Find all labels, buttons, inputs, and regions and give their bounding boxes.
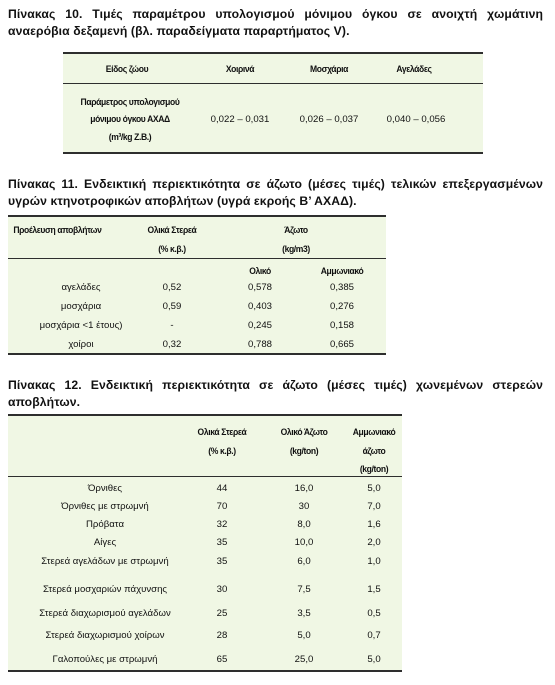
table12-row-7-ammonia: 0,5 — [367, 608, 381, 619]
table12-bottom-rule — [8, 670, 402, 672]
table12-row-6-total: 7,5 — [297, 584, 311, 595]
table10-row-label-line3: (m³/kg Z.B.) — [108, 132, 152, 142]
table12-row-4-ammonia: 2,0 — [367, 537, 381, 548]
table12-row-5-name: Στερεά αγελάδων με στρωμνή — [41, 556, 169, 567]
table11-header-nitrogen-line1: Άζωτο — [284, 225, 308, 235]
table12-row-7-name: Στερεά διαχωρισμού αγελάδων — [39, 608, 171, 619]
table10-header-pigs: Χοιρινά — [225, 64, 255, 74]
table12-top-rule — [8, 414, 402, 416]
table12-row-4-solids: 35 — [216, 537, 228, 548]
table11-top-rule — [8, 215, 386, 217]
table10-value-cows: 0,040 – 0,056 — [386, 114, 446, 125]
table12-header-total-line1: Ολικό Άζωτο — [280, 427, 328, 437]
table11-row-1-solids: 0,52 — [162, 282, 182, 293]
table12-row-3-ammonia: 1,6 — [367, 519, 381, 530]
table10-header-rule — [63, 83, 483, 84]
table12-row-5-solids: 35 — [216, 556, 228, 567]
table10-value-calves: 0,026 – 0,037 — [299, 114, 359, 125]
table12-header-ammonia-line1: Αμμωνιακό — [352, 427, 396, 437]
table11-header-solids-line1: Ολικά Στερεά — [147, 225, 197, 235]
table11-header-rule — [8, 258, 386, 259]
table12-row-3-total: 8,0 — [297, 519, 311, 530]
table11-caption — [8, 176, 543, 210]
table10-header-calves: Μοσχάρια — [310, 64, 348, 74]
table12-row-9-ammonia: 5,0 — [367, 654, 381, 665]
table11-row-2-solids: 0,59 — [162, 301, 182, 312]
table12-row-8-name: Στερεά διαχωρισμού χοίρων — [45, 630, 165, 641]
table10-header-animal: Είδος ζώου — [105, 64, 149, 74]
table12-header-solids-line1: Ολικά Στερεά — [197, 427, 247, 437]
table12-row-3-name: Πρόβατα — [86, 519, 124, 530]
table12-caption-line1: Πίνακας 12. Ενδεικτική περιεκτικότητα σε άζωτο (μέσες τιμές) χωνεμένων στερεών — [8, 378, 543, 392]
table12-header-ammonia-line2: άζωτο — [362, 446, 386, 456]
table12-row-7-solids: 25 — [216, 608, 228, 619]
table12-row-1-total: 16,0 — [294, 483, 314, 494]
table11-subheader-total: Ολικό — [249, 266, 271, 276]
table12-row-4-name: Αίγες — [93, 537, 117, 548]
table10-caption-line1: Πίνακας 10. Τιμές παραμέτρου υπολογισμού μόνιμου όγκου σε ανοιχτή χωμάτινη — [8, 7, 543, 21]
table11-header-origin: Προέλευση αποβλήτων — [13, 225, 102, 235]
table11-row-3-solids: - — [170, 320, 174, 331]
table12-header-total-line2: (kg/ton) — [289, 446, 319, 456]
table11-row-3-ammonia: 0,158 — [329, 320, 354, 331]
table12-caption — [8, 377, 543, 411]
table12-row-6-solids: 30 — [216, 584, 228, 595]
table11-row-2-total: 0,403 — [247, 301, 272, 312]
table12-row-7-total: 3,5 — [297, 608, 311, 619]
table12-row-5-ammonia: 1,0 — [367, 556, 381, 567]
table11-caption-line2: υγρών κτηνοτροφικών αποβλήτων (υγρά εκροής Β’ ΑΧΑΔ). — [8, 194, 357, 208]
table11-row-1-total: 0,578 — [247, 282, 272, 293]
table10-row-label-line2: μόνιμου όγκου ΑΧΑΔ — [90, 114, 170, 124]
table11-row-1-ammonia: 0,385 — [329, 282, 354, 293]
table12-row-8-solids: 28 — [216, 630, 228, 641]
table12-row-9-total: 25,0 — [294, 654, 314, 665]
table12-row-2-total: 30 — [298, 501, 310, 512]
table10-bottom-rule — [63, 152, 483, 154]
table11-header-nitrogen-line2: (kg/m3) — [282, 244, 310, 254]
table11-header-solids-line2: (% κ.β.) — [158, 244, 186, 254]
table12-row-5-total: 6,0 — [297, 556, 311, 567]
table12-row-6-ammonia: 1,5 — [367, 584, 381, 595]
table11-subheader-ammonia: Αμμωνιακό — [320, 266, 364, 276]
table12-row-1-name: Όρνιθες — [87, 483, 123, 494]
table12-row-2-ammonia: 7,0 — [367, 501, 381, 512]
table10-header-cows: Αγελάδες — [396, 64, 432, 74]
table12-row-9-solids: 65 — [216, 654, 228, 665]
table12-row-8-ammonia: 0,7 — [367, 630, 381, 641]
table12-header-solids-line2: (% κ.β.) — [208, 446, 236, 456]
table11-row-3-total: 0,245 — [247, 320, 272, 331]
table11-bottom-rule — [8, 353, 386, 355]
table12-row-1-ammonia: 5,0 — [367, 483, 381, 494]
table11-caption-line1: Πίνακας 11. Ενδεικτική περιεκτικότητα σε άζωτο (μέσες τιμές) τελικών επεξεργασμένων — [8, 177, 543, 191]
table12-row-8-total: 5,0 — [297, 630, 311, 641]
table10-row-label-line1: Παράμετρος υπολογισμού — [80, 97, 180, 107]
table11-row-4-ammonia: 0,665 — [329, 339, 354, 350]
table12-row-3-solids: 32 — [216, 519, 228, 530]
table12-row-4-total: 10,0 — [294, 537, 314, 548]
table12-row-9-name: Γαλοπούλες με στρωμνή — [52, 654, 158, 665]
table10-value-pigs: 0,022 – 0,031 — [210, 114, 270, 125]
table10-caption-line2: αναερόβια δεξαμενή (βλ. παραδείγματα παραρτήματος V). — [8, 24, 350, 38]
table12-header-rule — [8, 476, 402, 477]
table11-row-1-name: αγελάδες — [61, 282, 101, 293]
table11-row-4-total: 0,788 — [247, 339, 272, 350]
table10-top-rule — [63, 52, 483, 54]
table12-row-2-name: Όρνιθες με στρωμνή — [61, 501, 149, 512]
table10-caption — [8, 6, 543, 40]
table11-row-3-name: μοσχάρια <1 έτους) — [39, 320, 123, 331]
table12-header-ammonia-line3: (kg/ton) — [359, 464, 389, 474]
table12-row-6-name: Στερεά μοσχαριών πάχυνσης — [42, 584, 168, 595]
table12-caption-line2: αποβλήτων. — [8, 395, 81, 409]
table11-row-2-ammonia: 0,276 — [329, 301, 354, 312]
table12-row-1-solids: 44 — [216, 483, 228, 494]
table12-row-2-solids: 70 — [216, 501, 228, 512]
table11-row-4-solids: 0,32 — [162, 339, 182, 350]
table11-row-4-name: χοίροι — [68, 339, 94, 350]
table11-row-2-name: μοσχάρια — [60, 301, 102, 312]
